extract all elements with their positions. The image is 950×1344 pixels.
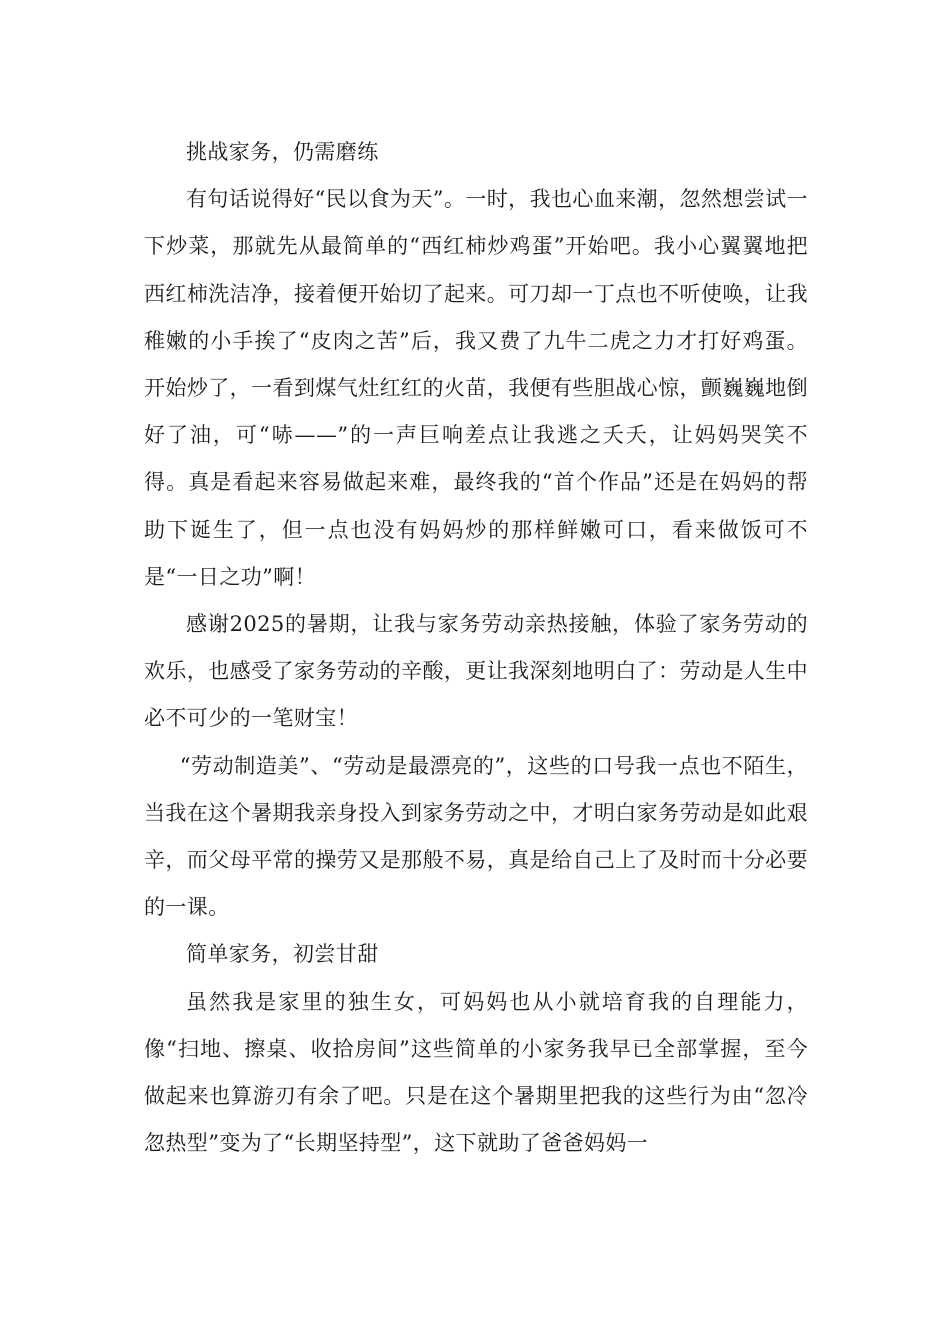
paragraph-simple-chores: 虽然我是家里的独生女，可妈妈也从小就培育我的自理能力，像“扫地、擦桌、收拾房间”这些简单的小家务我早已全部掌握，至今做起来也算游刃有余了吧。只是在这个暑期里把我的这些行为由“忽冷忽热型”变为了“长期坚持型”，这下就助了爸爸妈妈一 <box>144 989 808 1156</box>
paragraph-labor-slogans: “劳动制造美”、“劳动是最漂亮的”，这些的口号我一点也不陌生，当我在这个暑期我亲身投入到家务劳动之中，才明白家务劳动是如此艰辛，而父母平常的操劳又是那般不易，真是给自己上了及时而十分必要的一课。 <box>144 753 808 920</box>
document-body <box>144 129 808 1167</box>
paragraph-cooking: 有句话说得好“民以食为天”。一时，我也心血来潮，忽然想尝试一下炒菜，那就先从最简单的“西红柿炒鸡蛋”开始吧。我小心翼翼地把西红柿洗洁净，接着便开始切了起来。可刀却一丁点也不听使唤，让我稚嫩的小手挨了“皮肉之苦”后，我又费了九牛二虎之力才打好鸡蛋。开始炒了，一看到煤气灶红红的火苗，我便有些胆战心惊，颤巍巍地倒好了油，可“哧——”的一声巨响差点让我逃之夭夭，让妈妈哭笑不得。真是看起来容易做起来难，最终我的“首个作品”还是在妈妈的帮助下诞生了，但一点也没有妈妈炒的那样鲜嫩可口，看来做饭可不是“一日之功”啊！ <box>144 187 808 589</box>
section-heading-challenge: 挑战家务，仍需磨练 <box>186 140 379 164</box>
paragraph-gratitude: 感谢2025的暑期，让我与家务劳动亲热接触，体验了家务劳动的欢乐，也感受了家务劳动的辛酸，更让我深刻地明白了：劳动是人生中必不可少的一笔财宝！ <box>144 612 808 731</box>
section-heading-simple-chores: 简单家务，初尝甘甜 <box>186 942 379 967</box>
